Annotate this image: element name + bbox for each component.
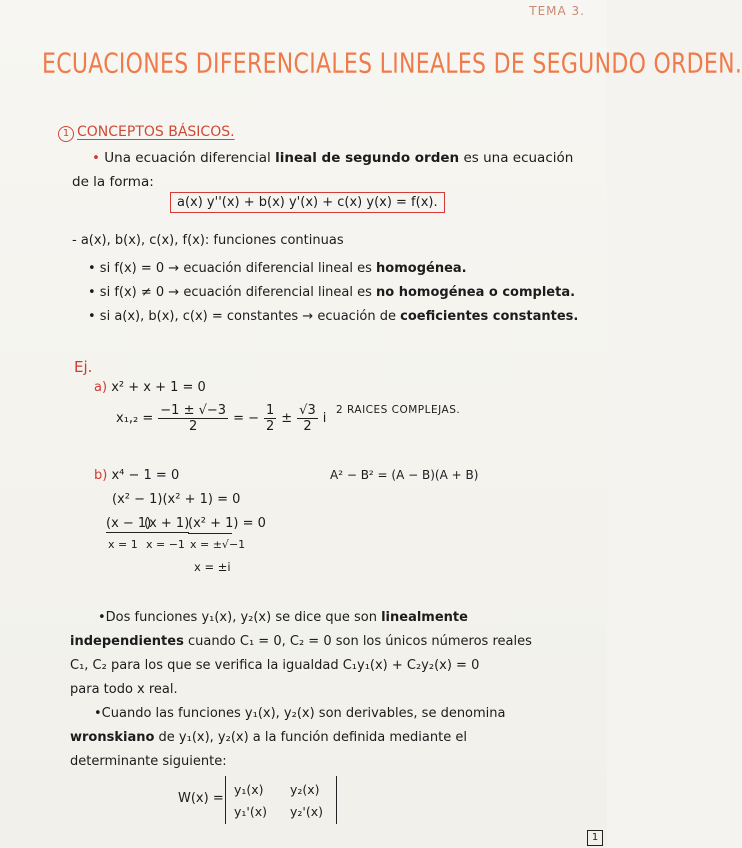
independence-line-3: C₁, C₂ para los que se verifica la igualdad C₁y₁(x) + C₂y₂(x) = 0 (70, 658, 480, 673)
equals-minus: = − (233, 411, 259, 426)
intro-text-bold: lineal de segundo orden (275, 150, 460, 166)
functions-line: - a(x), b(x), c(x), f(x): funciones continuas (72, 233, 344, 248)
case-constantes (88, 309, 578, 324)
example-b (94, 468, 179, 483)
bold-text: wronskiano (70, 730, 155, 745)
factor-2 (144, 516, 189, 531)
factor-text: (x² + 1) = 0 (188, 516, 266, 531)
case-result: coeficientes constantes. (400, 309, 579, 324)
case-result: homogénea. (376, 261, 467, 276)
section-heading (58, 124, 235, 142)
example-a-label: a) (94, 380, 108, 395)
wronskian-lhs: W(x) = (178, 791, 224, 806)
case-text: • si a(x), b(x), c(x) = constantes → ecuación de (88, 309, 401, 324)
root-1: x = 1 (108, 538, 138, 551)
factor-text: (x − 1) (106, 516, 152, 531)
wronskian-line-3: determinante siguiente: (70, 754, 227, 769)
intro-line-2: de la forma: (72, 174, 154, 190)
case-text: • si f(x) ≠ 0 → ecuación diferencial lineal es (88, 285, 377, 300)
example-label: Ej. (74, 358, 93, 376)
intro-line-1 (92, 150, 573, 166)
denominator: 2 (189, 419, 198, 434)
topic-label: TEMA 3. (529, 4, 585, 18)
factor-text: (x + 1) (144, 516, 190, 531)
factor-3 (188, 516, 266, 531)
m22: y₂'(x) (290, 804, 323, 819)
example-a-solution (116, 403, 326, 434)
bullet: • (92, 150, 100, 166)
general-equation (170, 191, 445, 210)
m21: y₁'(x) (234, 804, 267, 819)
intro-text-1: Una ecuación diferencial (104, 150, 271, 166)
denominator: 2 (303, 419, 312, 434)
determinant (225, 776, 337, 824)
root-2: x = −1 (146, 538, 185, 551)
example-b-equation: x⁴ − 1 = 0 (111, 468, 180, 483)
example-b-label: b) (94, 468, 108, 483)
numerator: 1 (265, 403, 275, 418)
section-label: CONCEPTOS BÁSICOS. (77, 124, 235, 140)
example-a (94, 380, 206, 395)
fraction-2 (264, 403, 276, 434)
root-4: x = ±i (194, 560, 231, 574)
case-completa (88, 285, 575, 300)
section-number: 1 (58, 126, 74, 142)
root-3: x = ±√−1 (190, 538, 246, 551)
example-b-step1: (x² − 1)(x² + 1) = 0 (112, 492, 241, 507)
case-homogenea (88, 261, 467, 276)
fraction-3 (297, 403, 318, 434)
fraction-1 (158, 403, 228, 434)
independence-line-1 (98, 610, 468, 625)
numerator: −1 ± √−3 (160, 403, 227, 418)
text: •Dos funciones y₁(x), y₂(x) se dice que son (98, 610, 382, 625)
case-text: • si f(x) = 0 → ecuación diferencial lineal es (88, 261, 377, 276)
example-a-note: 2 RAICES COMPLEJAS. (336, 404, 461, 416)
independence-line-4: para todo x real. (70, 682, 178, 697)
solution-lhs: x₁,₂ = (116, 411, 154, 426)
m12: y₂(x) (290, 782, 320, 797)
imaginary-unit: i (322, 411, 327, 426)
wronskian-line-1: •Cuando las funciones y₁(x), y₂(x) son derivables, se denomina (94, 706, 506, 721)
numerator: √3 (299, 403, 316, 418)
difference-of-squares: A² − B² = (A − B)(A + B) (330, 468, 479, 482)
denominator: 2 (265, 419, 275, 434)
intro-text-3: es una ecuación (463, 150, 574, 166)
case-result: no homogénea o completa. (376, 285, 576, 300)
wronskian-line-2 (70, 730, 467, 745)
bold-text: independientes (70, 634, 184, 649)
text: cuando C₁ = 0, C₂ = 0 son los únicos números reales (183, 634, 532, 649)
page-title: ECUACIONES DIFERENCIALES LINEALES DE SEGUNDO ORDEN. (42, 48, 742, 81)
bold-text: linealmente (381, 610, 468, 625)
page-number: 1 (587, 830, 603, 846)
example-a-equation: x² + x + 1 = 0 (111, 380, 206, 395)
text: de y₁(x), y₂(x) a la función definida mediante el (154, 730, 467, 745)
plus-minus: ± (281, 411, 293, 426)
factor-3-underline (188, 533, 232, 534)
independence-line-2 (70, 634, 532, 649)
equation-box: a(x) y''(x) + b(x) y'(x) + c(x) y(x) = f(x). (170, 192, 445, 213)
m11: y₁(x) (234, 782, 264, 797)
